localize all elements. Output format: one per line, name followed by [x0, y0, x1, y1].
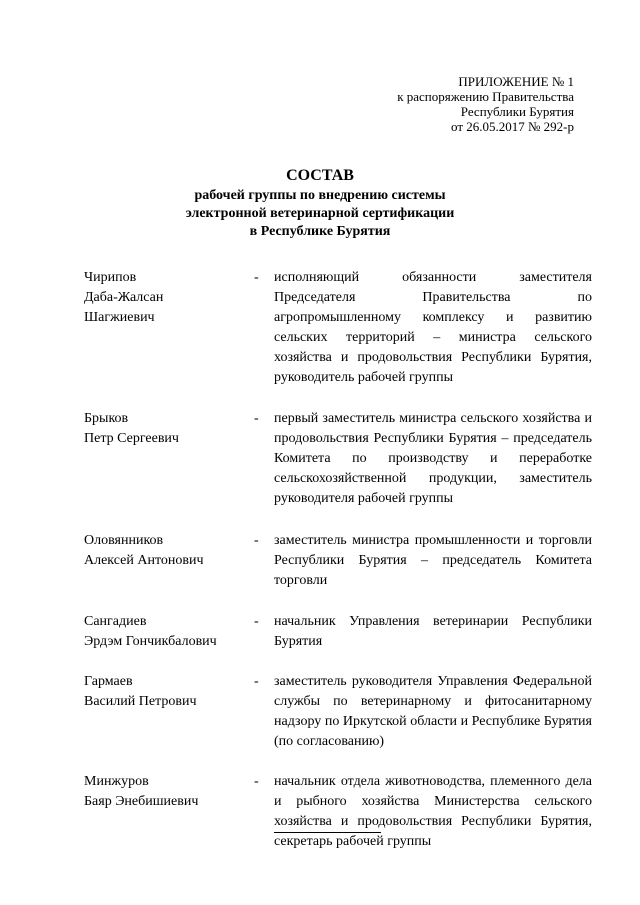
- member-given-name: Алексей Антонович: [84, 553, 204, 568]
- member-row: [84, 612, 592, 652]
- member-row: [84, 672, 592, 752]
- document-title: [0, 165, 640, 241]
- member-role: первый заместитель министра сельского хозяйства и продовольствия Республики Бурятия – председатель Комитета по производству и переработке сельскохозяйственной продукции, заместитель руководителя рабочей группы: [274, 411, 592, 506]
- member-surname: Сангадиев: [84, 614, 147, 629]
- member-dash: -: [254, 411, 259, 426]
- annex-republic: Республики Бурятия: [460, 104, 574, 119]
- member-name: [84, 672, 254, 752]
- member-given-name: Василий Петрович: [84, 694, 197, 709]
- member-name: [84, 268, 254, 388]
- member-given-name: Даба-Жалсан: [84, 290, 164, 305]
- title-line-3: в Республике Бурятия: [249, 224, 391, 239]
- annex-reference: к распоряжению Правительства: [397, 89, 574, 104]
- member-patronymic: Шагжиевич: [84, 310, 155, 325]
- member-name: [84, 612, 254, 652]
- member-row: [84, 772, 592, 852]
- member-dash: -: [254, 270, 259, 285]
- member-dash: -: [254, 674, 259, 689]
- member-dash: -: [254, 774, 259, 789]
- members-list: [84, 268, 592, 852]
- member-surname: Гармаев: [84, 674, 133, 689]
- member-name: [84, 772, 254, 852]
- member-surname: Брыков: [84, 411, 129, 426]
- closing-line: [274, 832, 381, 833]
- member-surname: Чирипов: [84, 270, 137, 285]
- annex-number: ПРИЛОЖЕНИЕ № 1: [458, 74, 574, 89]
- member-role: начальник отдела животноводства, племенного дела и рыбного хозяйства Министерства сельского хозяйства и продовольствия Республики Бурятия, секретарь рабочей группы: [274, 774, 592, 849]
- member-dash: -: [254, 614, 259, 629]
- title-main: СОСТАВ: [286, 167, 354, 184]
- title-line-1: рабочей группы по внедрению системы: [194, 188, 446, 203]
- member-row: [84, 268, 592, 388]
- member-given-name: Петр Сергеевич: [84, 431, 179, 446]
- member-row: [84, 531, 592, 591]
- member-dash: -: [254, 533, 259, 548]
- member-role: исполняющий обязанности заместителя Председателя Правительства по агропромышленному комплексу и развитию сельских территорий – министра сельского хозяйства и продовольствия Республики Бурятия, руководитель рабочей группы: [274, 270, 592, 385]
- member-row: [84, 409, 592, 509]
- member-surname: Оловянников: [84, 533, 164, 548]
- member-role: заместитель министра промышленности и торговли Республики Бурятия – председатель Комитета торговли: [274, 533, 592, 588]
- annex-date-number: от 26.05.2017 № 292-р: [451, 119, 574, 134]
- member-role: заместитель руководителя Управления Федеральной службы по ветеринарному и фитосанитарному надзору по Иркутской области и Республике Бурятия (по согласованию): [274, 674, 592, 749]
- title-line-2: электронной ветеринарной сертификации: [185, 206, 455, 221]
- member-given-name: Эрдэм Гончикбалович: [84, 634, 217, 649]
- member-surname: Минжуров: [84, 774, 149, 789]
- member-role: начальник Управления ветеринарии Республики Бурятия: [274, 614, 592, 649]
- member-given-name: Баяр Энебишиевич: [84, 794, 199, 809]
- member-name: [84, 531, 254, 591]
- annex-header: [397, 74, 574, 134]
- member-name: [84, 409, 254, 509]
